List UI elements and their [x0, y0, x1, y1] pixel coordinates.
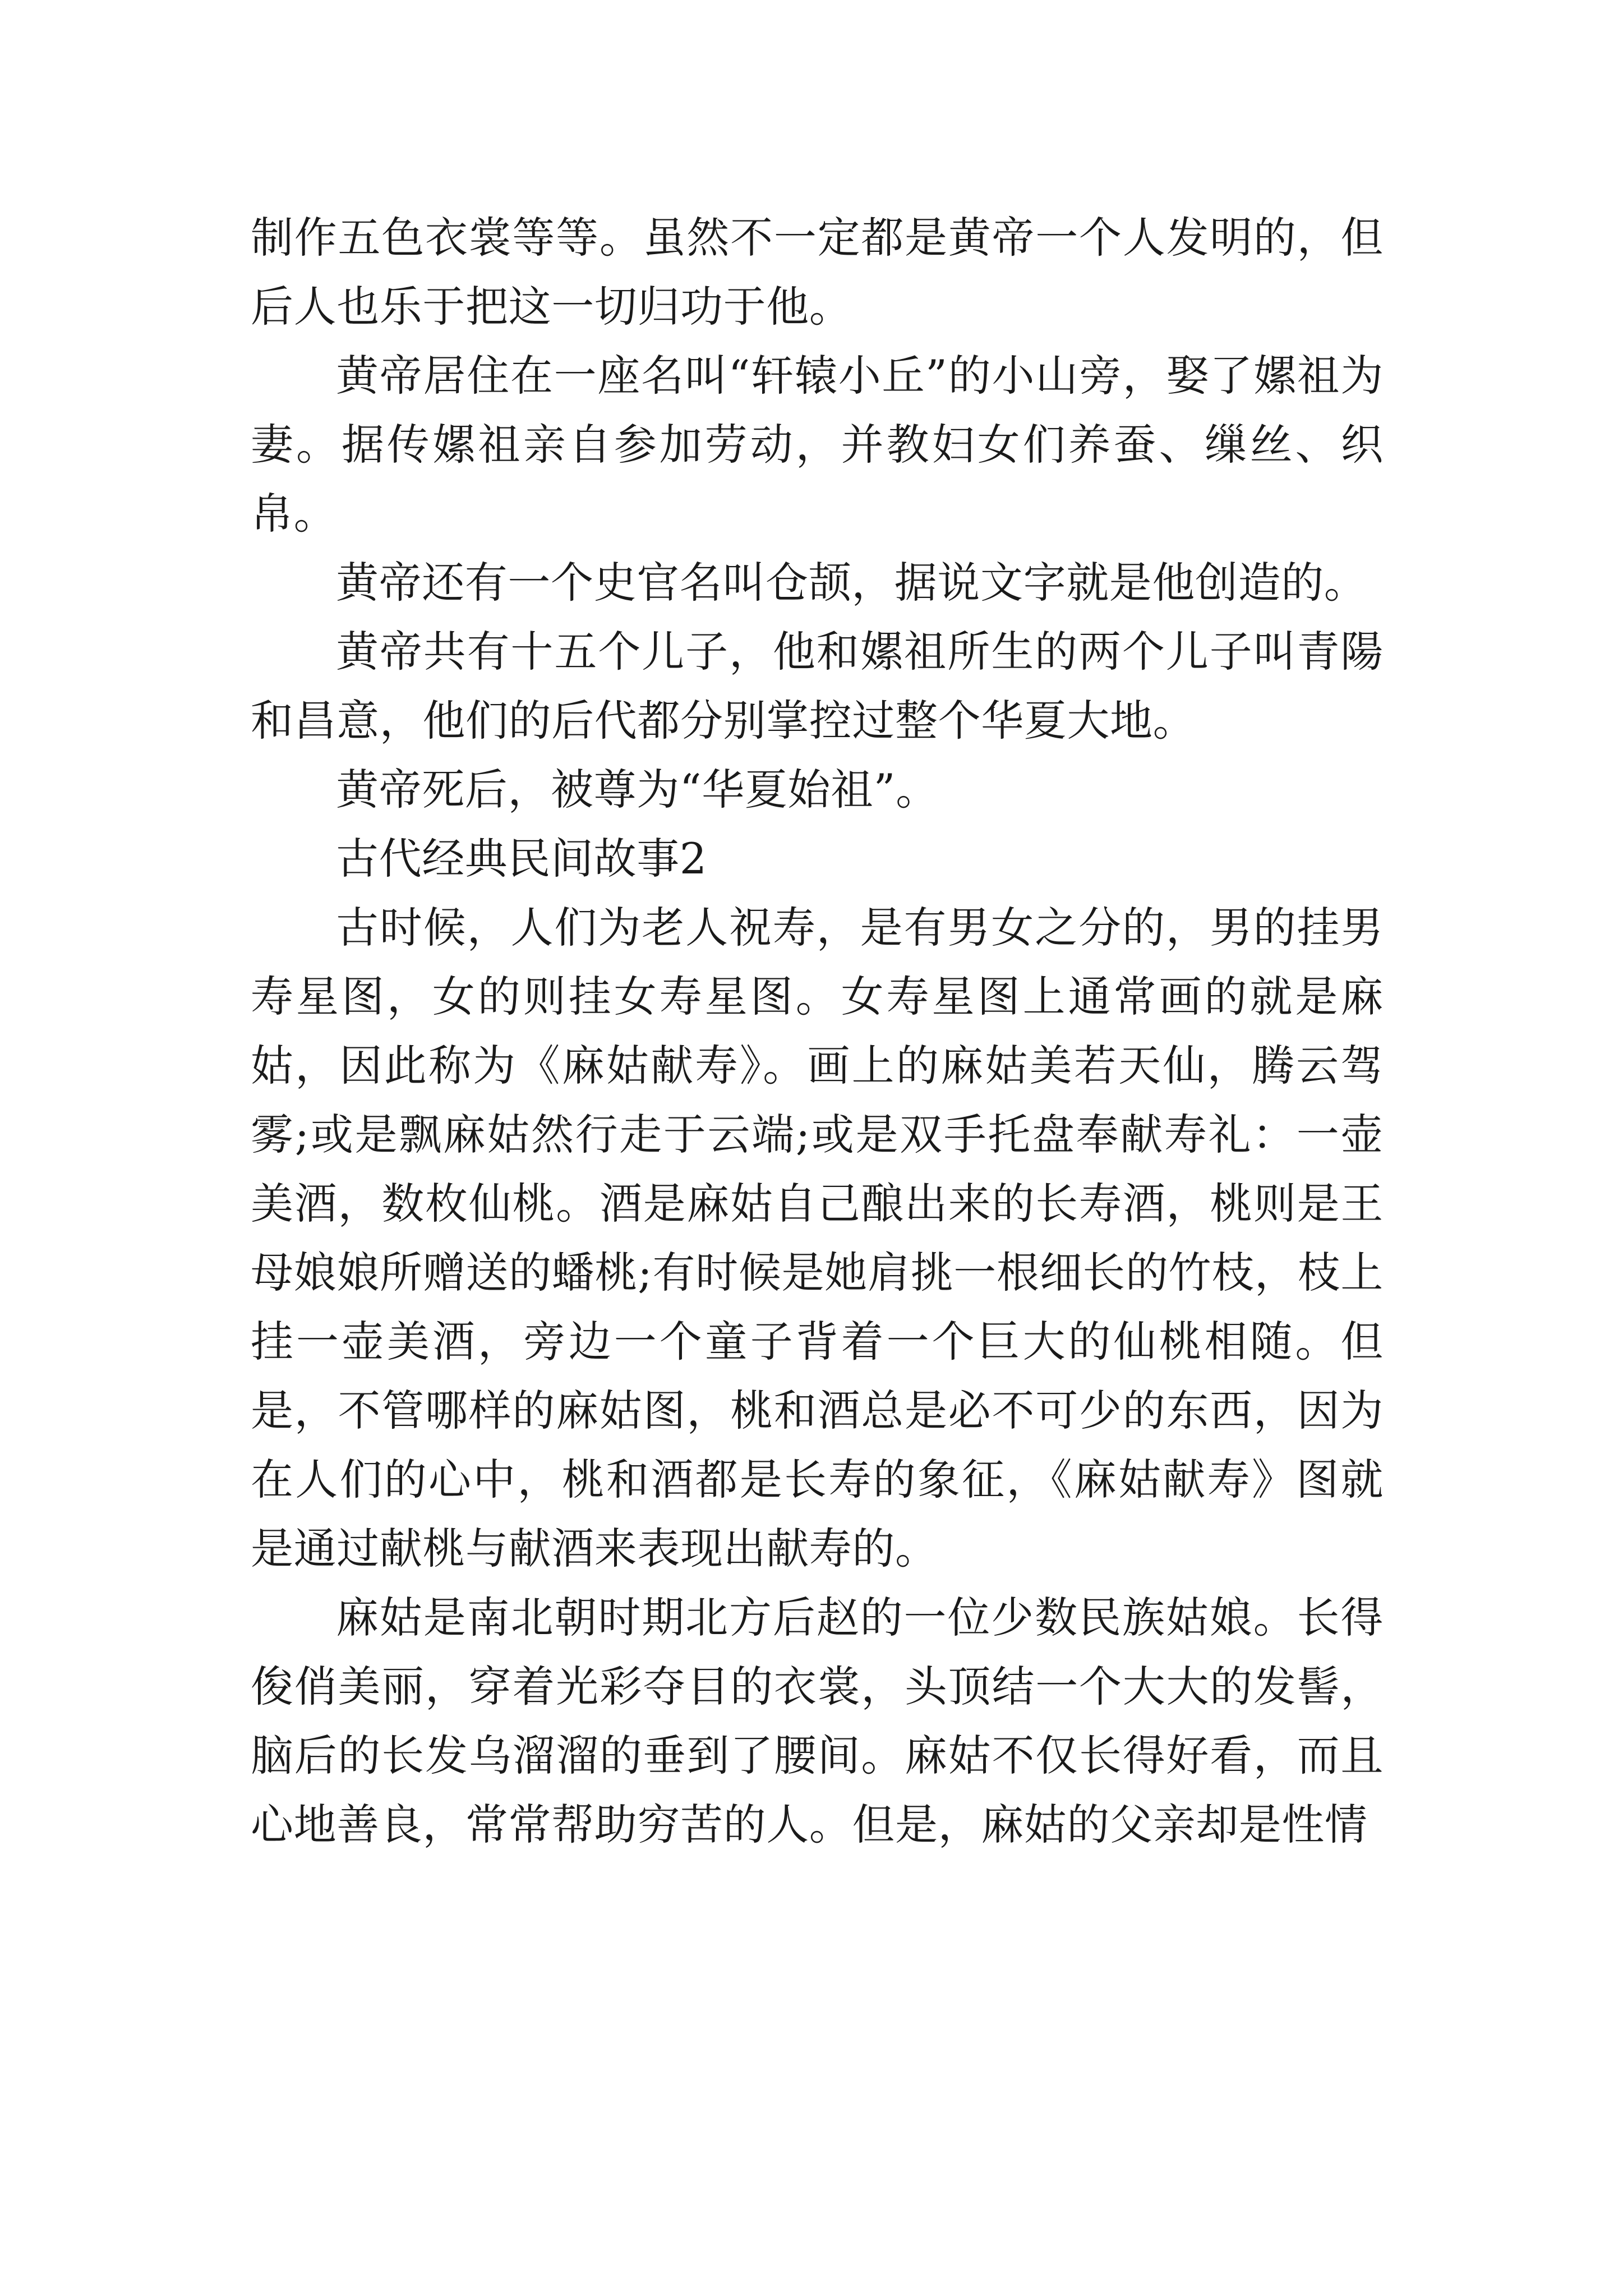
section-heading: 古代经典民间故事2 — [336, 834, 707, 884]
paragraph-8: 麻姑是南北朝时期北方后赵的一位少数民族姑娘。长得俊俏美丽，穿着光彩夺目的衣裳，头顶结一个大大的发髻，脑后的长发乌溜溜的垂到了腰间。麻姑不仅长得好看，而且心地善良，常常帮助穷苦的人。但是，麻姑的父亲却是性情 — [251, 1593, 1384, 1849]
document-text-body — [251, 203, 1384, 1859]
paragraph-7: 古时候，人们为老人祝寿，是有男女之分的，男的挂男寿星图，女的则挂女寿星图。女寿星图上通常画的就是麻姑，因此称为《麻姑献寿》。画上的麻姑美若天仙，腾云驾雾;或是飘麻姑然行走于云端;或是双手托盘奉献寿礼：一壶美酒，数枚仙桃。酒是麻姑自己酿出来的长寿酒，桃则是王母娘娘所赠送的蟠桃;有时候是她肩挑一根细长的竹枝，枝上挂一壶美酒，旁边一个童子背着一个巨大的仙桃相随。但是，不管哪样的麻姑图，桃和酒总是必不可少的东西，因为在人们的心中，桃和酒都是长寿的象征，《麻姑献寿》图就是通过献桃与献酒来表现出献寿的。 — [251, 903, 1384, 1573]
paragraph-2: 黄帝居住在一座名叫“轩辕小丘”的小山旁，娶了嫘祖为妻。据传嫘祖亲自参加劳动，并教妇女们养蚕、缫丝、织帛。 — [251, 351, 1384, 539]
paragraph-3: 黄帝还有一个史官名叫仓颉，据说文字就是他创造的。 — [336, 558, 1367, 608]
paragraph-5: 黄帝死后，被尊为“华夏始祖”。 — [336, 765, 939, 815]
paragraph-1: 制作五色衣裳等等。虽然不一定都是黄帝一个人发明的，但后人也乐于把这一切归功于他。 — [251, 213, 1384, 332]
paragraph-4: 黄帝共有十五个儿子，他和嫘祖所生的两个儿子叫青陽和昌意，他们的后代都分别掌控过整个华夏大地。 — [251, 627, 1384, 746]
